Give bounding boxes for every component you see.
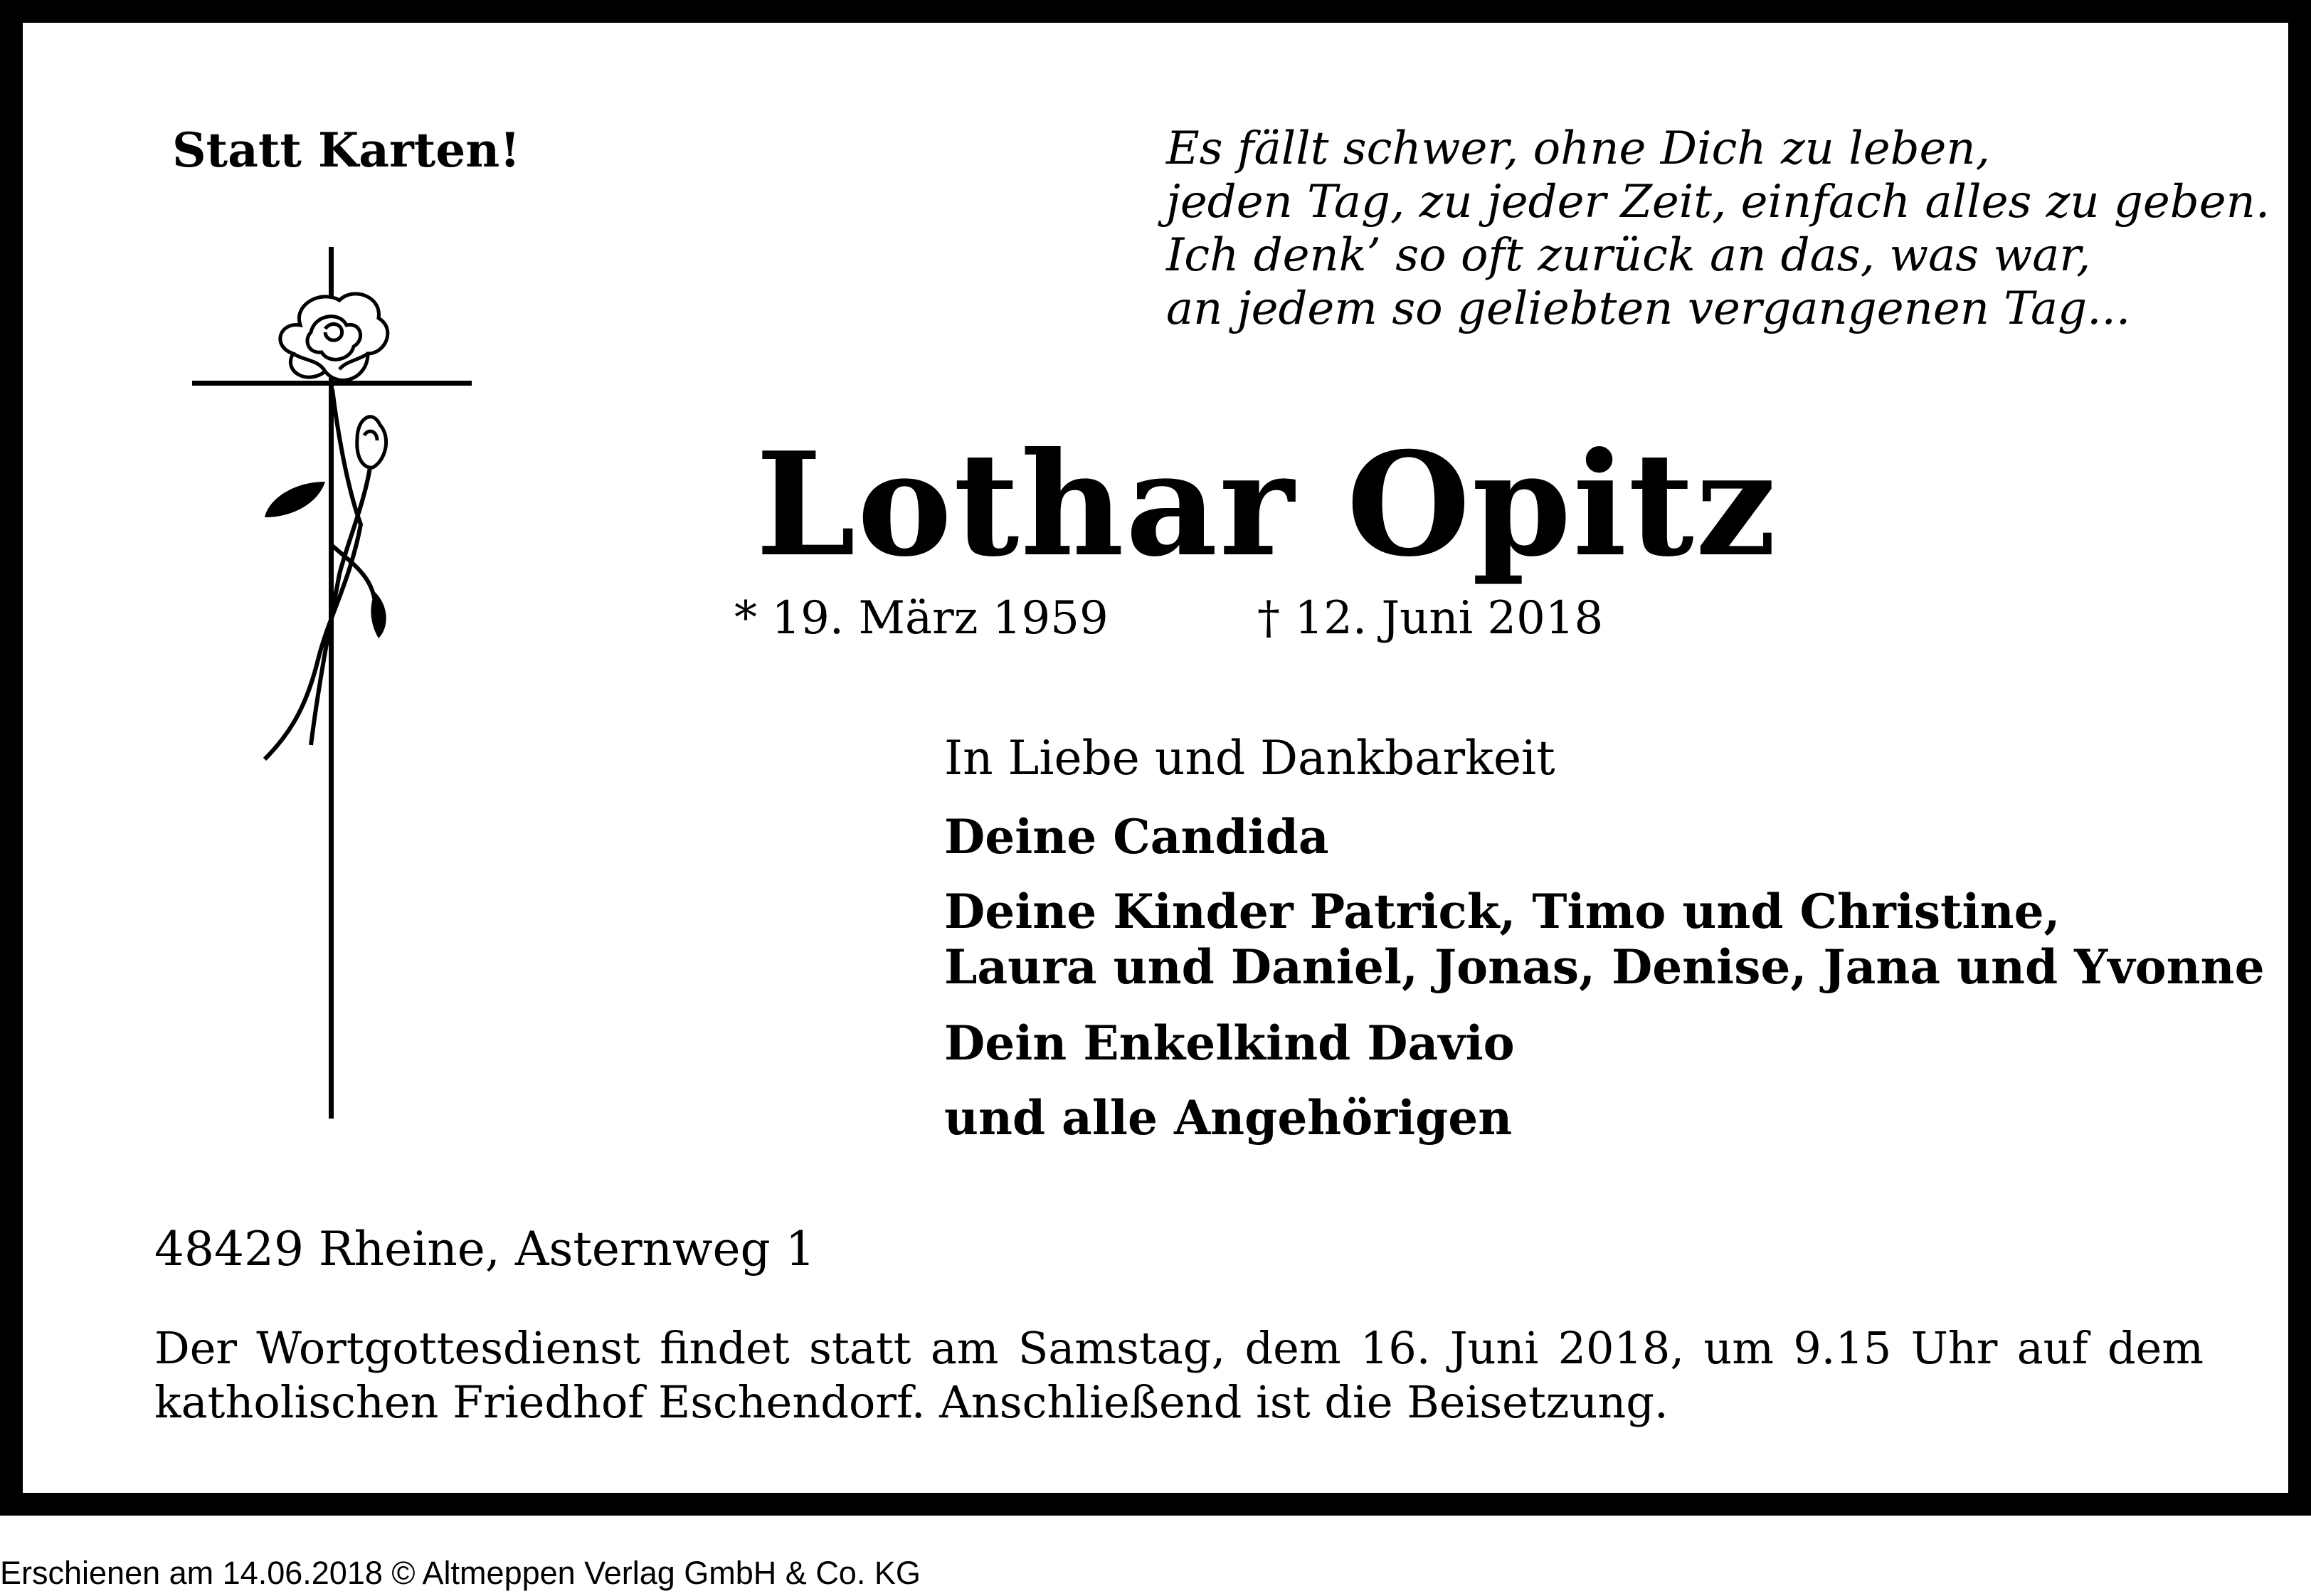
family-line: Deine Kinder Patrick, Timo und Christine, bbox=[944, 884, 2061, 939]
poem-line: jeden Tag, zu jeder Zeit, einfach alles zu geben. bbox=[1166, 176, 2270, 228]
address: 48429 Rheine, Asternweg 1 bbox=[154, 1222, 815, 1277]
family-line: Dein Enkelkind Davio bbox=[944, 1015, 1515, 1071]
poem-line: Es fällt schwer, ohne Dich zu leben, bbox=[1166, 122, 1990, 175]
family-line-children bbox=[944, 884, 2265, 995]
family-line: Laura und Daniel, Jonas, Denise, Jana und Yvonne bbox=[944, 939, 2265, 995]
poem-line: an jedem so geliebten vergangenen Tag... bbox=[1166, 282, 2131, 335]
family-line: und alle Angehörigen bbox=[944, 1090, 1513, 1146]
family-line: Deine Candida bbox=[944, 809, 1329, 865]
birth-date: * 19. März 1959 bbox=[734, 592, 1109, 645]
publication-footer: Erschienen am 14.06.2018 © Altmeppen Verlag GmbH & Co. KG bbox=[0, 1555, 921, 1591]
closing-phrase: In Liebe und Dankbarkeit bbox=[944, 731, 1555, 786]
cross-with-rose-icon bbox=[186, 247, 485, 1119]
statt-karten-heading: Statt Karten! bbox=[172, 122, 521, 178]
deceased-name: Lothar Opitz bbox=[756, 421, 1778, 588]
poem-line: Ich denk’ so oft zurück an das, was war, bbox=[1166, 229, 2091, 282]
death-date: † 12. Juni 2018 bbox=[1257, 592, 1604, 645]
service-announcement: Der Wortgottesdienst findet statt am Samstag, dem 16. Juni 2018, um 9.15 Uhr auf dem katholischen Friedhof Eschendorf. Anschließend ist die Beisetzung. bbox=[154, 1322, 2204, 1428]
poem bbox=[1166, 122, 2270, 336]
